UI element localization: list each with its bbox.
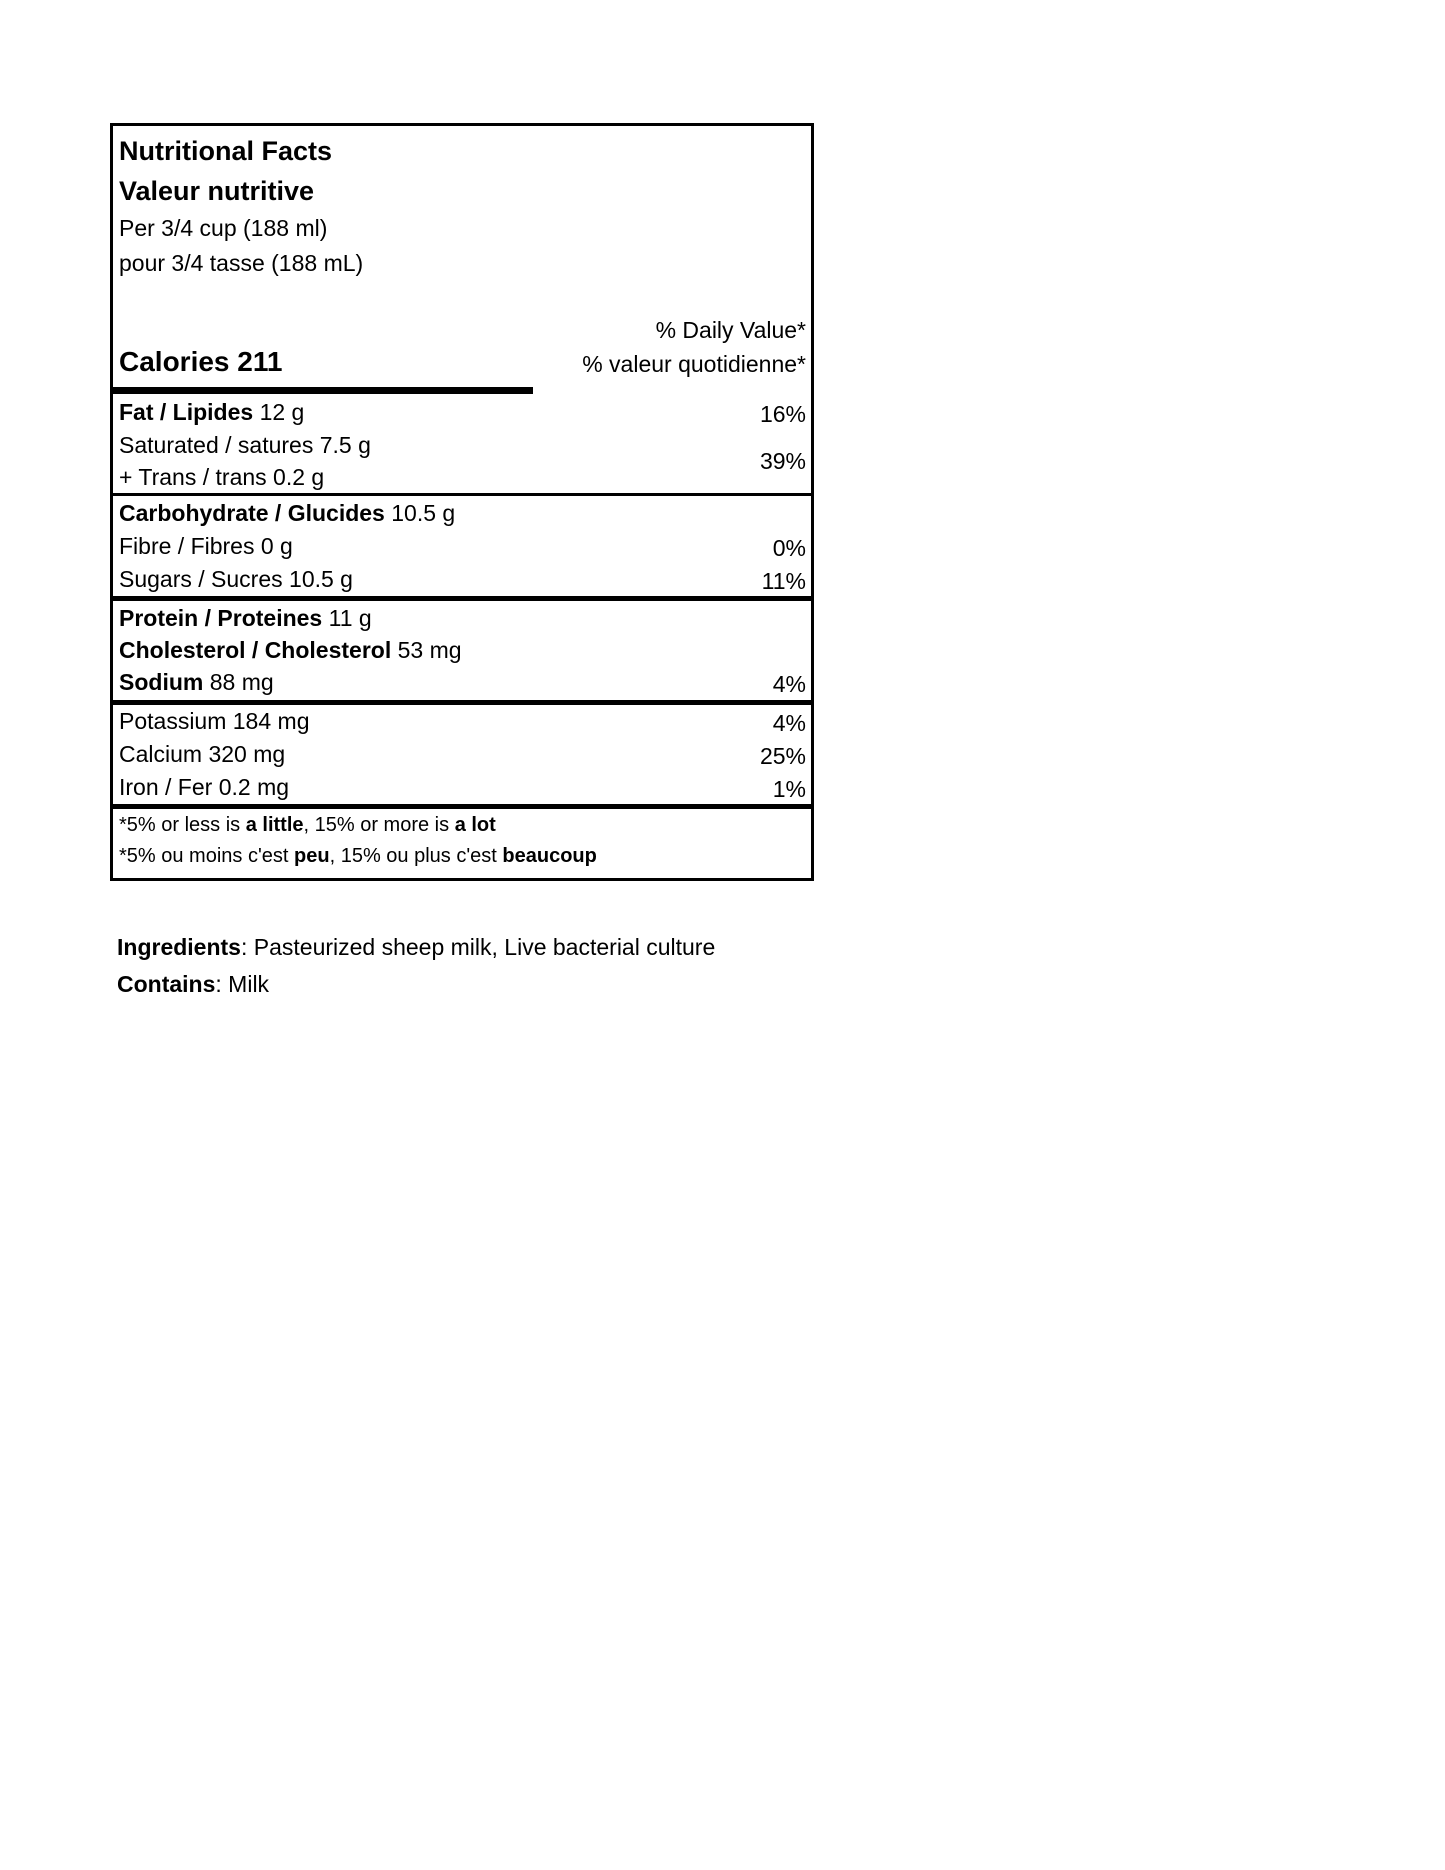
nutrient-name: + Trans / trans [119,464,267,490]
nutrient-row-sugars [119,566,353,593]
nutrient-amount: 320 mg [208,741,286,767]
nutrient-name: Saturated / satures [119,432,314,458]
nutrient-name: Fibre / Fibres [119,533,255,559]
calories-value: 211 [237,346,283,377]
nutrient-row-trans [119,464,324,491]
calories-label: Calories [119,346,230,377]
nutrient-row-saturated [119,432,371,459]
nutrient-row-iron [119,774,289,801]
nutrient-name: Potassium [119,708,227,734]
nutrient-row-fibre [119,533,293,560]
nutrient-amount: 88 mg [209,669,274,695]
nutrient-row-fat [119,399,304,426]
footnote-en: *5% or less is a little, 15% or more is a lot [119,814,496,836]
nutrient-row-sodium [119,669,274,696]
serving-size-en: Per 3/4 cup (188 ml) [119,215,328,241]
ingredients-label: Ingredients [117,934,241,960]
nutrient-name: Carbohydrate / Glucides [119,500,385,526]
nutrient-dv-iron: 1% [772,776,806,802]
serving-size-fr: pour 3/4 tasse (188 mL) [119,250,364,276]
nutrient-name: Protein / Proteines [119,605,323,631]
carb-section-divider [113,596,811,601]
nutrient-row-protein [119,605,372,632]
nutrient-row-carbohydrate [119,500,455,527]
nutrient-row-cholesterol [119,637,462,664]
ingredients-value: : Pasteurized sheep milk, Live bacterial culture [240,934,716,960]
daily-value-header-en: % Daily Value* [655,317,806,343]
protein-section-divider [113,700,811,705]
nutrient-name: Fat / Lipides [119,399,254,425]
nutrient-dv-potassium: 4% [772,710,806,736]
nutrient-amount: 12 g [259,399,305,425]
nutrient-name: Calcium [119,741,203,767]
nutrient-dv-fibre: 0% [772,535,806,561]
nutrient-dv-sodium: 4% [772,671,806,697]
ingredients-block [117,929,715,1003]
contains-value: : Milk [215,971,270,997]
footnote-fr: *5% ou moins c'est peu, 15% ou plus c'est beaucoup [119,845,597,867]
nutrient-name: Sugars / Sucres [119,566,283,592]
nutrient-name: Iron / Fer [119,774,213,800]
fat-section-divider [113,493,811,496]
ingredients-line [117,929,715,966]
label-title-en: Nutritional Facts [119,136,333,166]
daily-value-header-fr: % valeur quotidienne* [582,351,806,377]
nutrient-amount: 0 g [260,533,293,559]
contains-label: Contains [117,971,216,997]
nutrient-amount: 0.2 g [273,464,325,490]
nutrient-name: Sodium [119,669,204,695]
nutrient-amount: 0.2 mg [218,774,290,800]
nutrient-amount: 184 mg [232,708,310,734]
calories-divider [113,387,533,394]
contains-line [117,966,715,1003]
nutrient-amount: 11 g [328,605,372,631]
nutrient-row-potassium [119,708,309,735]
nutrient-dv-calcium: 25% [759,743,806,769]
nutrient-row-calcium [119,741,285,768]
nutrition-facts-label [110,123,814,881]
label-title-fr: Valeur nutritive [119,176,315,206]
nutrient-dv-fat: 16% [759,401,806,427]
nutrient-amount: 7.5 g [319,432,371,458]
nutrient-amount: 10.5 g [391,500,456,526]
nutrient-name: Cholesterol / Cholesterol [119,637,392,663]
nutrient-amount: 53 mg [397,637,462,663]
minerals-section-divider [113,804,811,809]
nutrient-dv-saturated-trans: 39% [759,448,806,474]
calories-row [119,346,282,378]
nutrient-amount: 10.5 g [289,566,353,592]
nutrient-dv-sugars: 11% [761,568,806,594]
